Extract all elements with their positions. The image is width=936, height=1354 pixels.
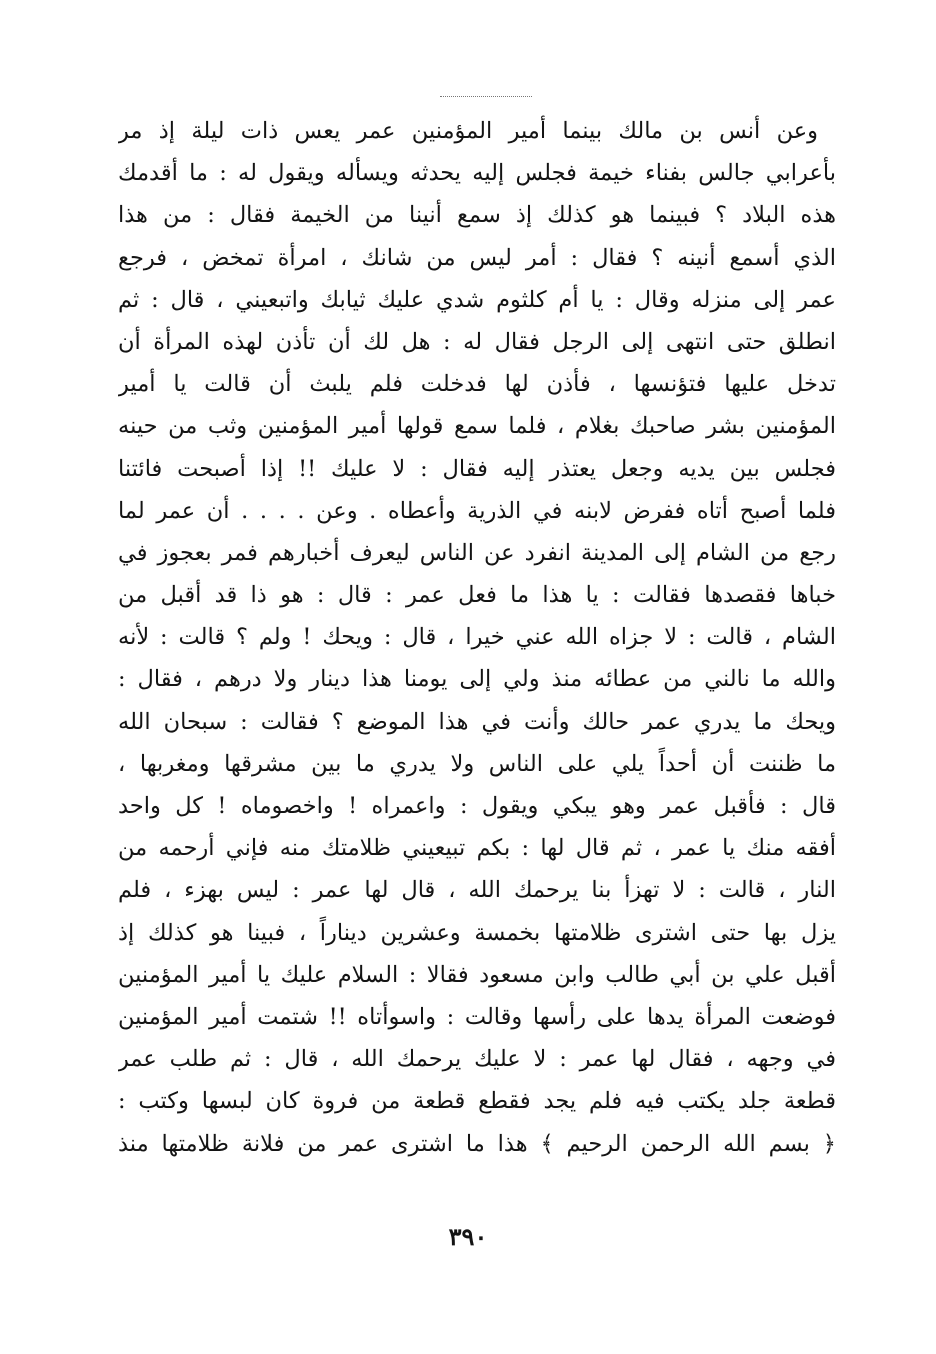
text-line: ويحك ما يدري عمر حالك وأنت في هذا الموضع ؟ فقالت : سبحان الله <box>118 708 836 735</box>
text-line: بأعرابي جالس بفناء خيمة فجلس إليه يحدثه ويسأله ويقول له : ما أقدمك <box>118 160 836 187</box>
text-line: خباها فقصدها فقالت : يا هذا ما فعل عمر : قال : هو ذا قد أقبل من <box>118 582 836 609</box>
text-line: الذي أسمع أنينه ؟ فقال : أمر ليس من شانك ، امرأة تمخض ، فرجع <box>118 244 836 271</box>
text-line: رجع من الشام إلى المدينة انفرد عن الناس ليعرف أخبارهم فمر بعجوز في <box>118 539 836 566</box>
text-line: قطعة جلد يكتب فيه فلم يجد فقطع قطعة من فروة كان لبسها وكتب : <box>118 1088 836 1115</box>
text-line: تدخل عليها فتؤنسها ، فأذن لها فدخلت فلم يلبث أن قالت يا أمير <box>118 371 836 398</box>
text-line: فوضعت المرأة يدها على رأسها وقالت : واسوأتاه !! شتمت أمير المؤمنين <box>118 1003 836 1030</box>
text-line: الشام ، قالت : لا جزاه الله عني خيرا ، قال : ويحك ! ولم ؟ قالت : لأنه <box>118 624 836 651</box>
text-line: قال : فأقبل عمر وهو يبكي ويقول : واعمراه ! واخصوماه ! كل واحد <box>118 793 836 819</box>
text-line: هذه البلاد ؟ فبينما هو كذلك إذ سمع أنينا من الخيمة فقال : من هذا <box>118 202 836 229</box>
text-line: ما ظننت أن أحداً يلي على الناس ولا يدري ما بين مشرقها ومغربها ، <box>118 750 836 777</box>
text-line: فجلس بين يديه وجعل يعتذر إليه فقال : لا عليك !! إذا أصبحت فائتنا <box>118 455 836 482</box>
text-line: يزل بها حتى اشترى ظلامتها بخمسة وعشرين ديناراً ، فبينا هو كذلك إذ <box>118 919 836 946</box>
text-line: أقبل علي بن أبي طالب وابن مسعود فقالا : السلام عليك يا أمير المؤمنين <box>118 961 836 988</box>
text-line: في وجهه ، فقال لها عمر : لا عليك يرحمك الله ، قال : ثم طلب عمر <box>118 1046 836 1073</box>
top-dotted-mark <box>440 96 532 105</box>
body-text <box>118 110 836 1165</box>
page-number: ٣٩٠ <box>448 1222 488 1251</box>
text-line: وعن أنس بن مالك بينما أمير المؤمنين عمر يعس ذات ليلة إذ مر <box>118 118 818 144</box>
text-line: أفقه منك يا عمر ، ثم قال لها : بكم تبيعيني ظلامتك منه فإني أرحمه من <box>118 835 836 862</box>
text-line: والله ما نالني من عطائه منذ ولي إلى يومنا هذا دينار ولا درهم ، فقال : <box>118 666 836 693</box>
text-line: النار ، قالت : لا تهزأ بنا يرحمك الله ، قال لها عمر : ليس بهزء ، فلم <box>118 877 836 904</box>
text-line: فلما أصبح أتاه ففرض لابنه في الذرية وأعطاه . وعن . . . . أن عمر لما <box>118 497 836 524</box>
text-line: ﴿ بسم الله الرحمن الرحيم ﴾ هذا ما اشترى عمر من فلانة ظلامتها منذ <box>118 1130 836 1157</box>
text-line: انطلق حتى انتهى إلى الرجل فقال له : هل لك أن تأذن لهذه المرأة أن <box>118 328 836 355</box>
text-line: عمر إلى منزله وقال : يا أم كلثوم شدي عليك ثيابك واتبعيني ، قال : ثم <box>118 286 836 313</box>
text-line: المؤمنين بشر صاحبك بغلام ، فلما سمع قولها أمير المؤمنين وثب من حينه <box>118 413 836 440</box>
